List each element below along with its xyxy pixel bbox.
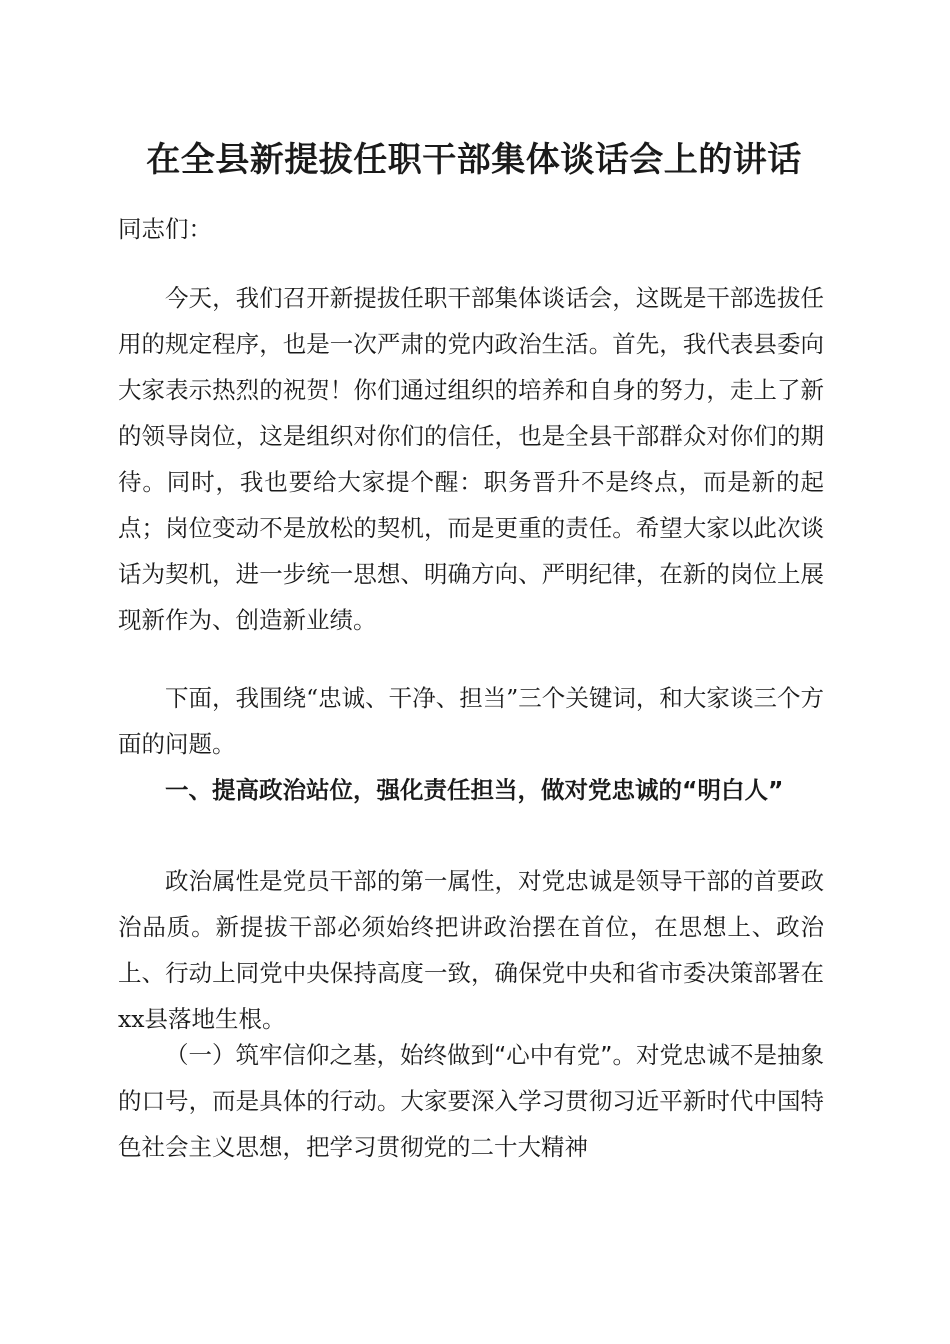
salutation: 同志们： — [118, 215, 212, 243]
document-title: 在全县新提拔任职干部集体谈话会上的讲话 — [146, 140, 802, 180]
paragraph-intro: 今天，我们召开新提拔任职干部集体谈话会，这既是干部选拔任用的规定程序，也是一次严肃的党内政治生活。首先，我代表县委向大家表示热烈的祝贺！你们通过组织的培养和自身的努力，走上了新的领导岗位，这是组织对你们的信任，也是全县干部群众对你们的期待。同时，我也要给大家提个醒：职务晋升不是终点，而是新的起点；岗位变动不是放松的契机，而是更重的责任。希望大家以此次谈话为契机，进一步统一思想、明确方向、严明纪律，在新的岗位上展现新作为、创造新业绩。 — [118, 284, 824, 634]
paragraph-outline: 下面，我围绕“忠诚、干净、担当”三个关键词，和大家谈三个方面的问题。 — [118, 684, 824, 758]
subsection-body-1: 对党忠诚不是抽象的口号，而是具体的行动。大家要深入学习贯彻习近平新时代中国特色社会主义思想，把学习贯彻党的二十大精神 — [118, 1041, 825, 1161]
paragraph-subsection-1 — [118, 1032, 824, 1170]
section-heading-1: 一、提高政治站位，强化责任担当，做对党忠诚的“明白人” — [165, 776, 784, 804]
subsection-heading-1: （一）筑牢信仰之基，始终做到“心中有党”。 — [165, 1041, 636, 1069]
paragraph-section-1: 政治属性是党员干部的第一属性，对党忠诚是领导干部的首要政治品质。新提拔干部必须始终把讲政治摆在首位，在思想上、政治上、行动上同党中央保持高度一致，确保党中央和省市委决策部署在xx县落地生根。 — [118, 867, 824, 1033]
